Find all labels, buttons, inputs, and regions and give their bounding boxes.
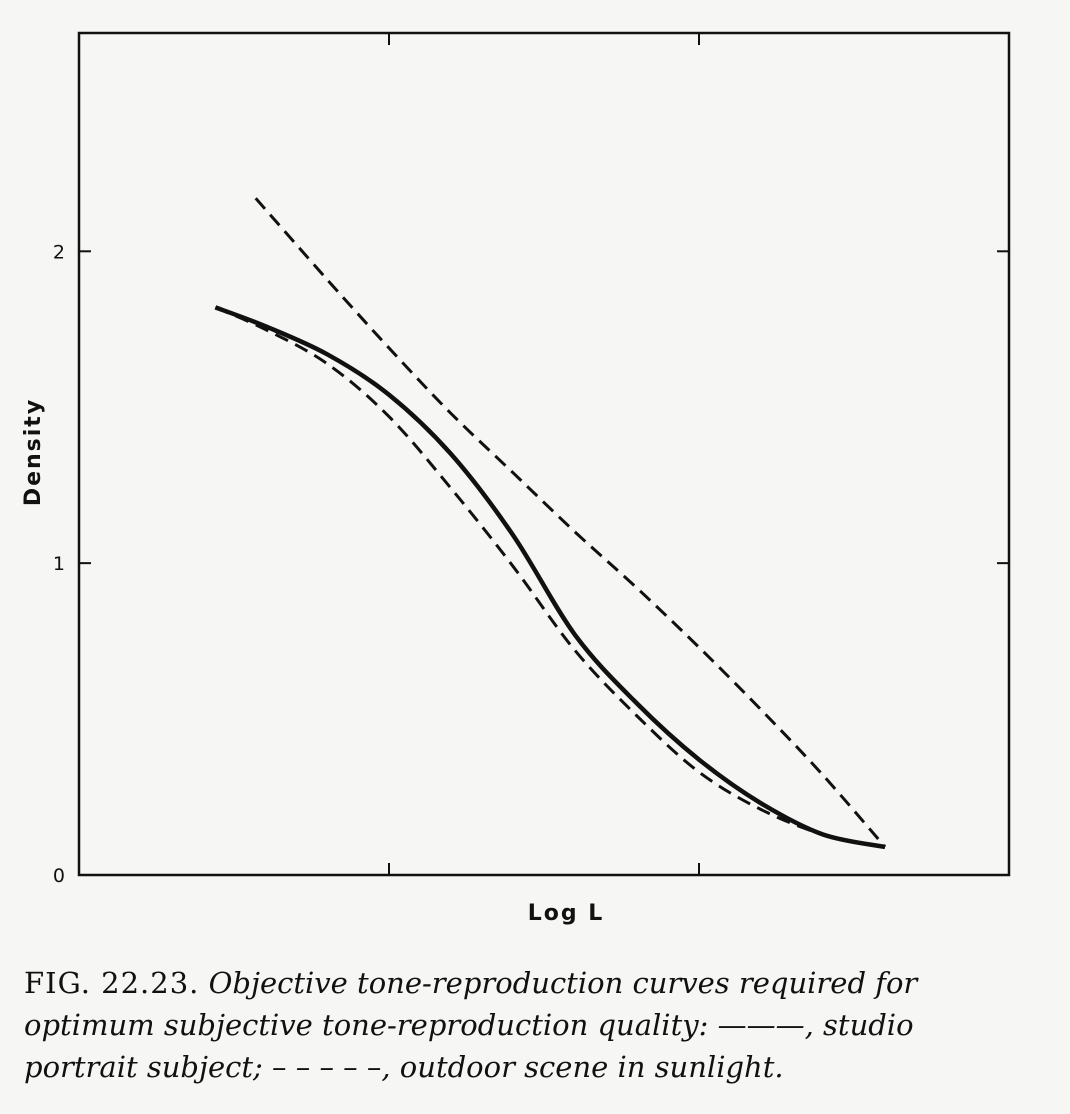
y-tick-label: 2 xyxy=(52,241,65,264)
y-axis-title: Density xyxy=(21,397,46,507)
caption-text: Objective tone-reproduction curves required for optimum subjective tone-reproduction quality: ———, studio portrait subject; – – – – –, outdoor scene in sunlight. xyxy=(24,966,918,1084)
series-line-outdoor-sunlight-2 xyxy=(256,198,885,847)
series-line-studio-portrait xyxy=(215,307,885,847)
x-axis-title: Log L xyxy=(527,901,605,926)
figure-caption xyxy=(24,962,1034,1088)
series-line-outdoor-sunlight-1 xyxy=(215,307,885,847)
plot-frame xyxy=(79,33,1009,875)
y-tick-label: 1 xyxy=(52,553,65,576)
caption-figure-label: FIG. 22.23. xyxy=(24,966,200,1000)
y-tick-label: 0 xyxy=(52,865,65,887)
